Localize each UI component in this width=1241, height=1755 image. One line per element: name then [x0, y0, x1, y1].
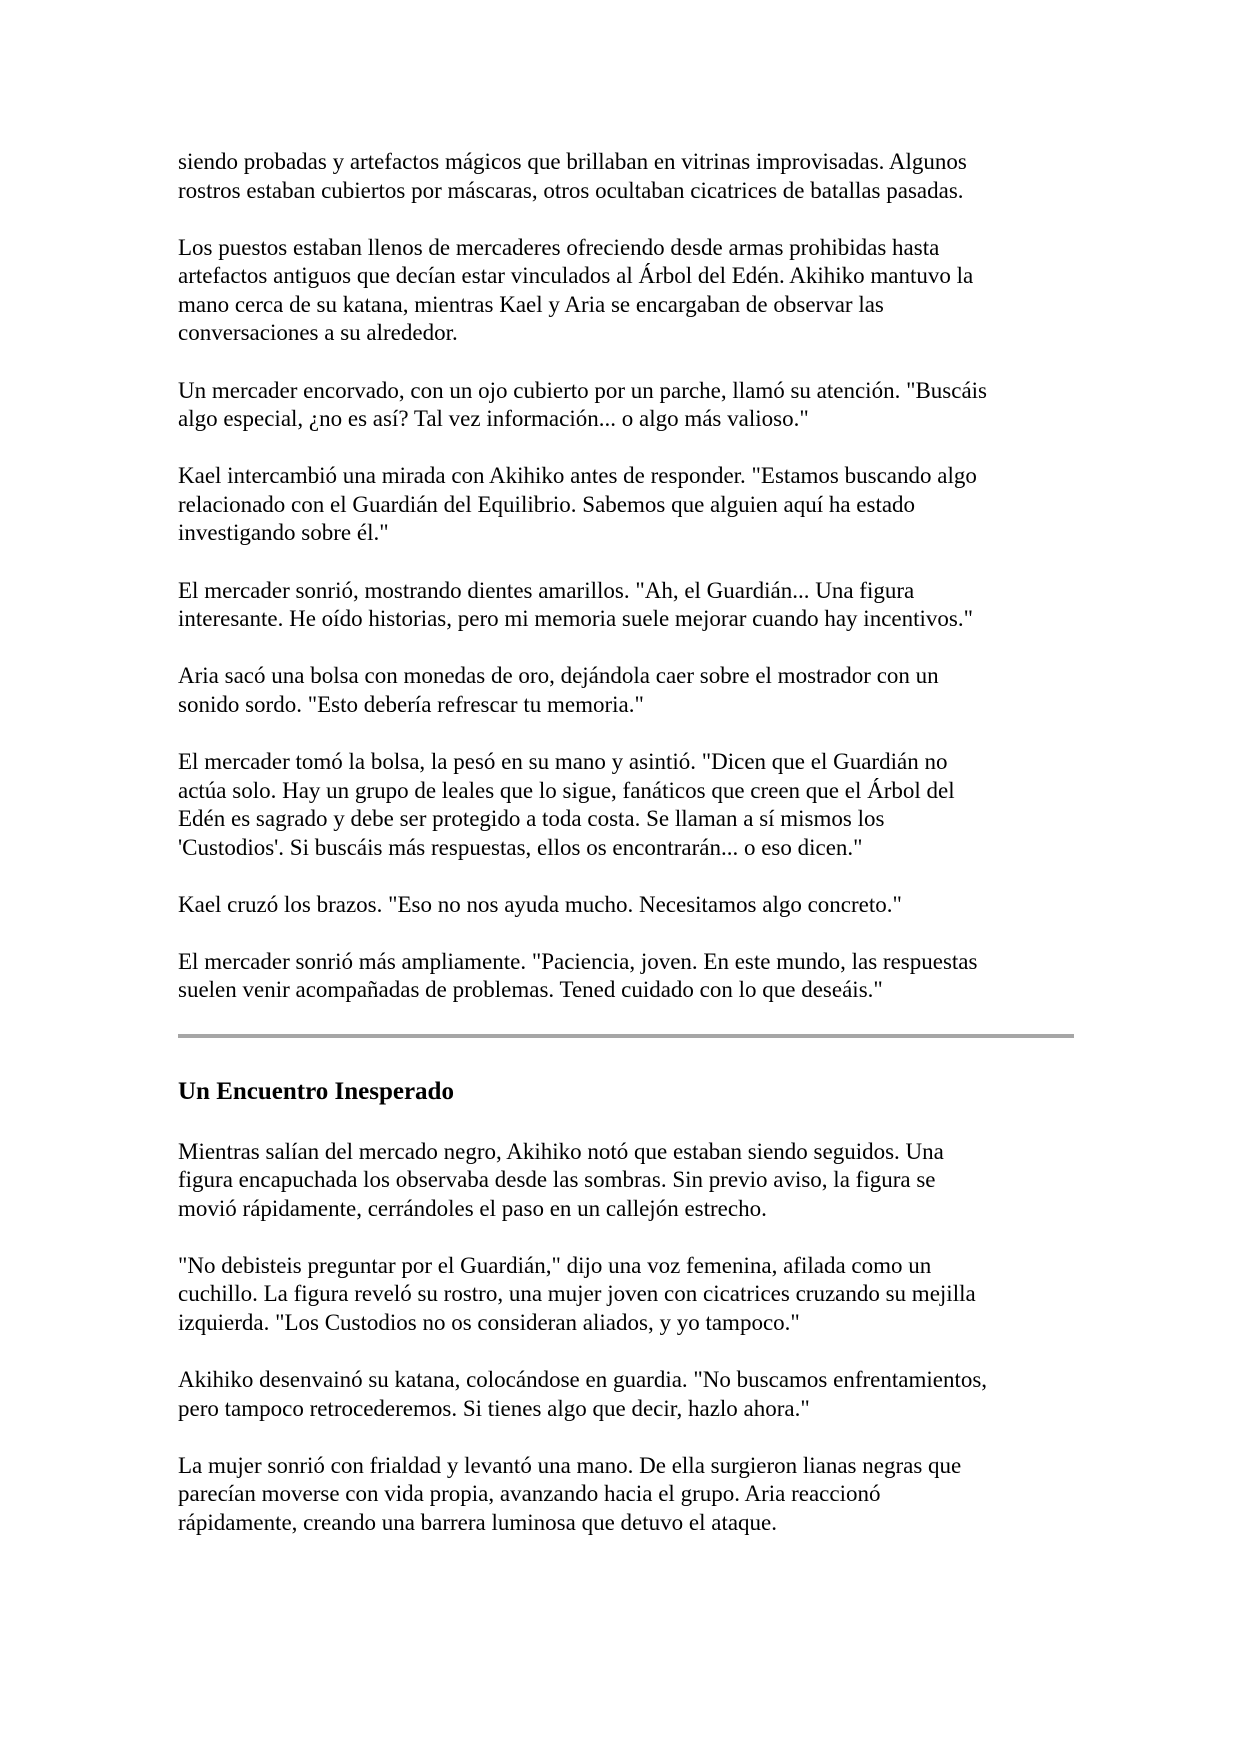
paragraph: Kael intercambió una mirada con Akihiko antes de responder. "Estamos buscando algo relacionado con el Guardián del Equilibrio. Sabemos que alguien aquí ha estado investigando sobre él.": [178, 463, 977, 546]
document-page: [178, 148, 1078, 1566]
paragraph: Mientras salían del mercado negro, Akihiko notó que estaban siendo seguidos. Una figura encapuchada los observaba desde las sombras. Sin previo aviso, la figura se movió rápidamente, cerrándoles el paso en un callejón estrecho.: [178, 1138, 944, 1221]
paragraph: siendo probadas y artefactos mágicos que brillaban en vitrinas improvisadas. Algunos rostros estaban cubiertos por máscaras, otros ocultaban cicatrices de batallas pasadas.: [178, 149, 967, 203]
paragraph: Kael cruzó los brazos. "Eso no nos ayuda mucho. Necesitamos algo concreto.": [178, 891, 902, 917]
section-heading: Un Encuentro Inesperado: [178, 1077, 454, 1105]
paragraph: El mercader tomó la bolsa, la pesó en su mano y asintió. "Dicen que el Guardián no actúa solo. Hay un grupo de leales que lo sigue, fanáticos que creen que el Árbol del Edén es sagrado y debe ser protegido a toda costa. Se llaman a sí mismos los 'Custodios'. Si buscáis más respuestas, ellos os encontrarán... o eso dicen.": [178, 748, 955, 860]
paragraph: Un mercader encorvado, con un ojo cubierto por un parche, llamó su atención. "Buscáis algo especial, ¿no es así? Tal vez información... o algo más valioso.": [178, 377, 988, 432]
paragraph: Los puestos estaban llenos de mercaderes ofreciendo desde armas prohibidas hasta artefactos antiguos que decían estar vinculados al Árbol del Edén. Akihiko mantuvo la mano cerca de su katana, mientras Kael y Aria se encargaban de observar las conversaciones a su alrededor.: [178, 234, 974, 346]
paragraph: Akihiko desenvainó su katana, colocándose en guardia. "No buscamos enfrentamientos, pero tampoco retrocederemos. Si tienes algo que decir, hazlo ahora.": [178, 1367, 988, 1421]
paragraph: "No debisteis preguntar por el Guardián," dijo una voz femenina, afilada como un cuchillo. La figura reveló su rostro, una mujer joven con cicatrices cruzando su mejilla izquierda. "Los Custodios no os consideran aliados, y yo tampoco.": [178, 1252, 976, 1336]
section-divider: [178, 1034, 1074, 1038]
paragraph: El mercader sonrió, mostrando dientes amarillos. "Ah, el Guardián... Una figura interesante. He oído historias, pero mi memoria suele mejorar cuando hay incentivos.": [178, 577, 973, 632]
paragraph: La mujer sonrió con frialdad y levantó una mano. De ella surgieron lianas negras que parecían moverse con vida propia, avanzando hacia el grupo. Aria reaccionó rápidamente, creando una barrera luminosa que detuvo el ataque.: [178, 1452, 962, 1535]
paragraph: Aria sacó una bolsa con monedas de oro, dejándola caer sobre el mostrador con un sonido sordo. "Esto debería refrescar tu memoria.": [178, 663, 939, 717]
paragraph: El mercader sonrió más ampliamente. "Paciencia, joven. En este mundo, las respuestas suelen venir acompañadas de problemas. Tened cuidado con lo que deseáis.": [178, 948, 978, 1003]
